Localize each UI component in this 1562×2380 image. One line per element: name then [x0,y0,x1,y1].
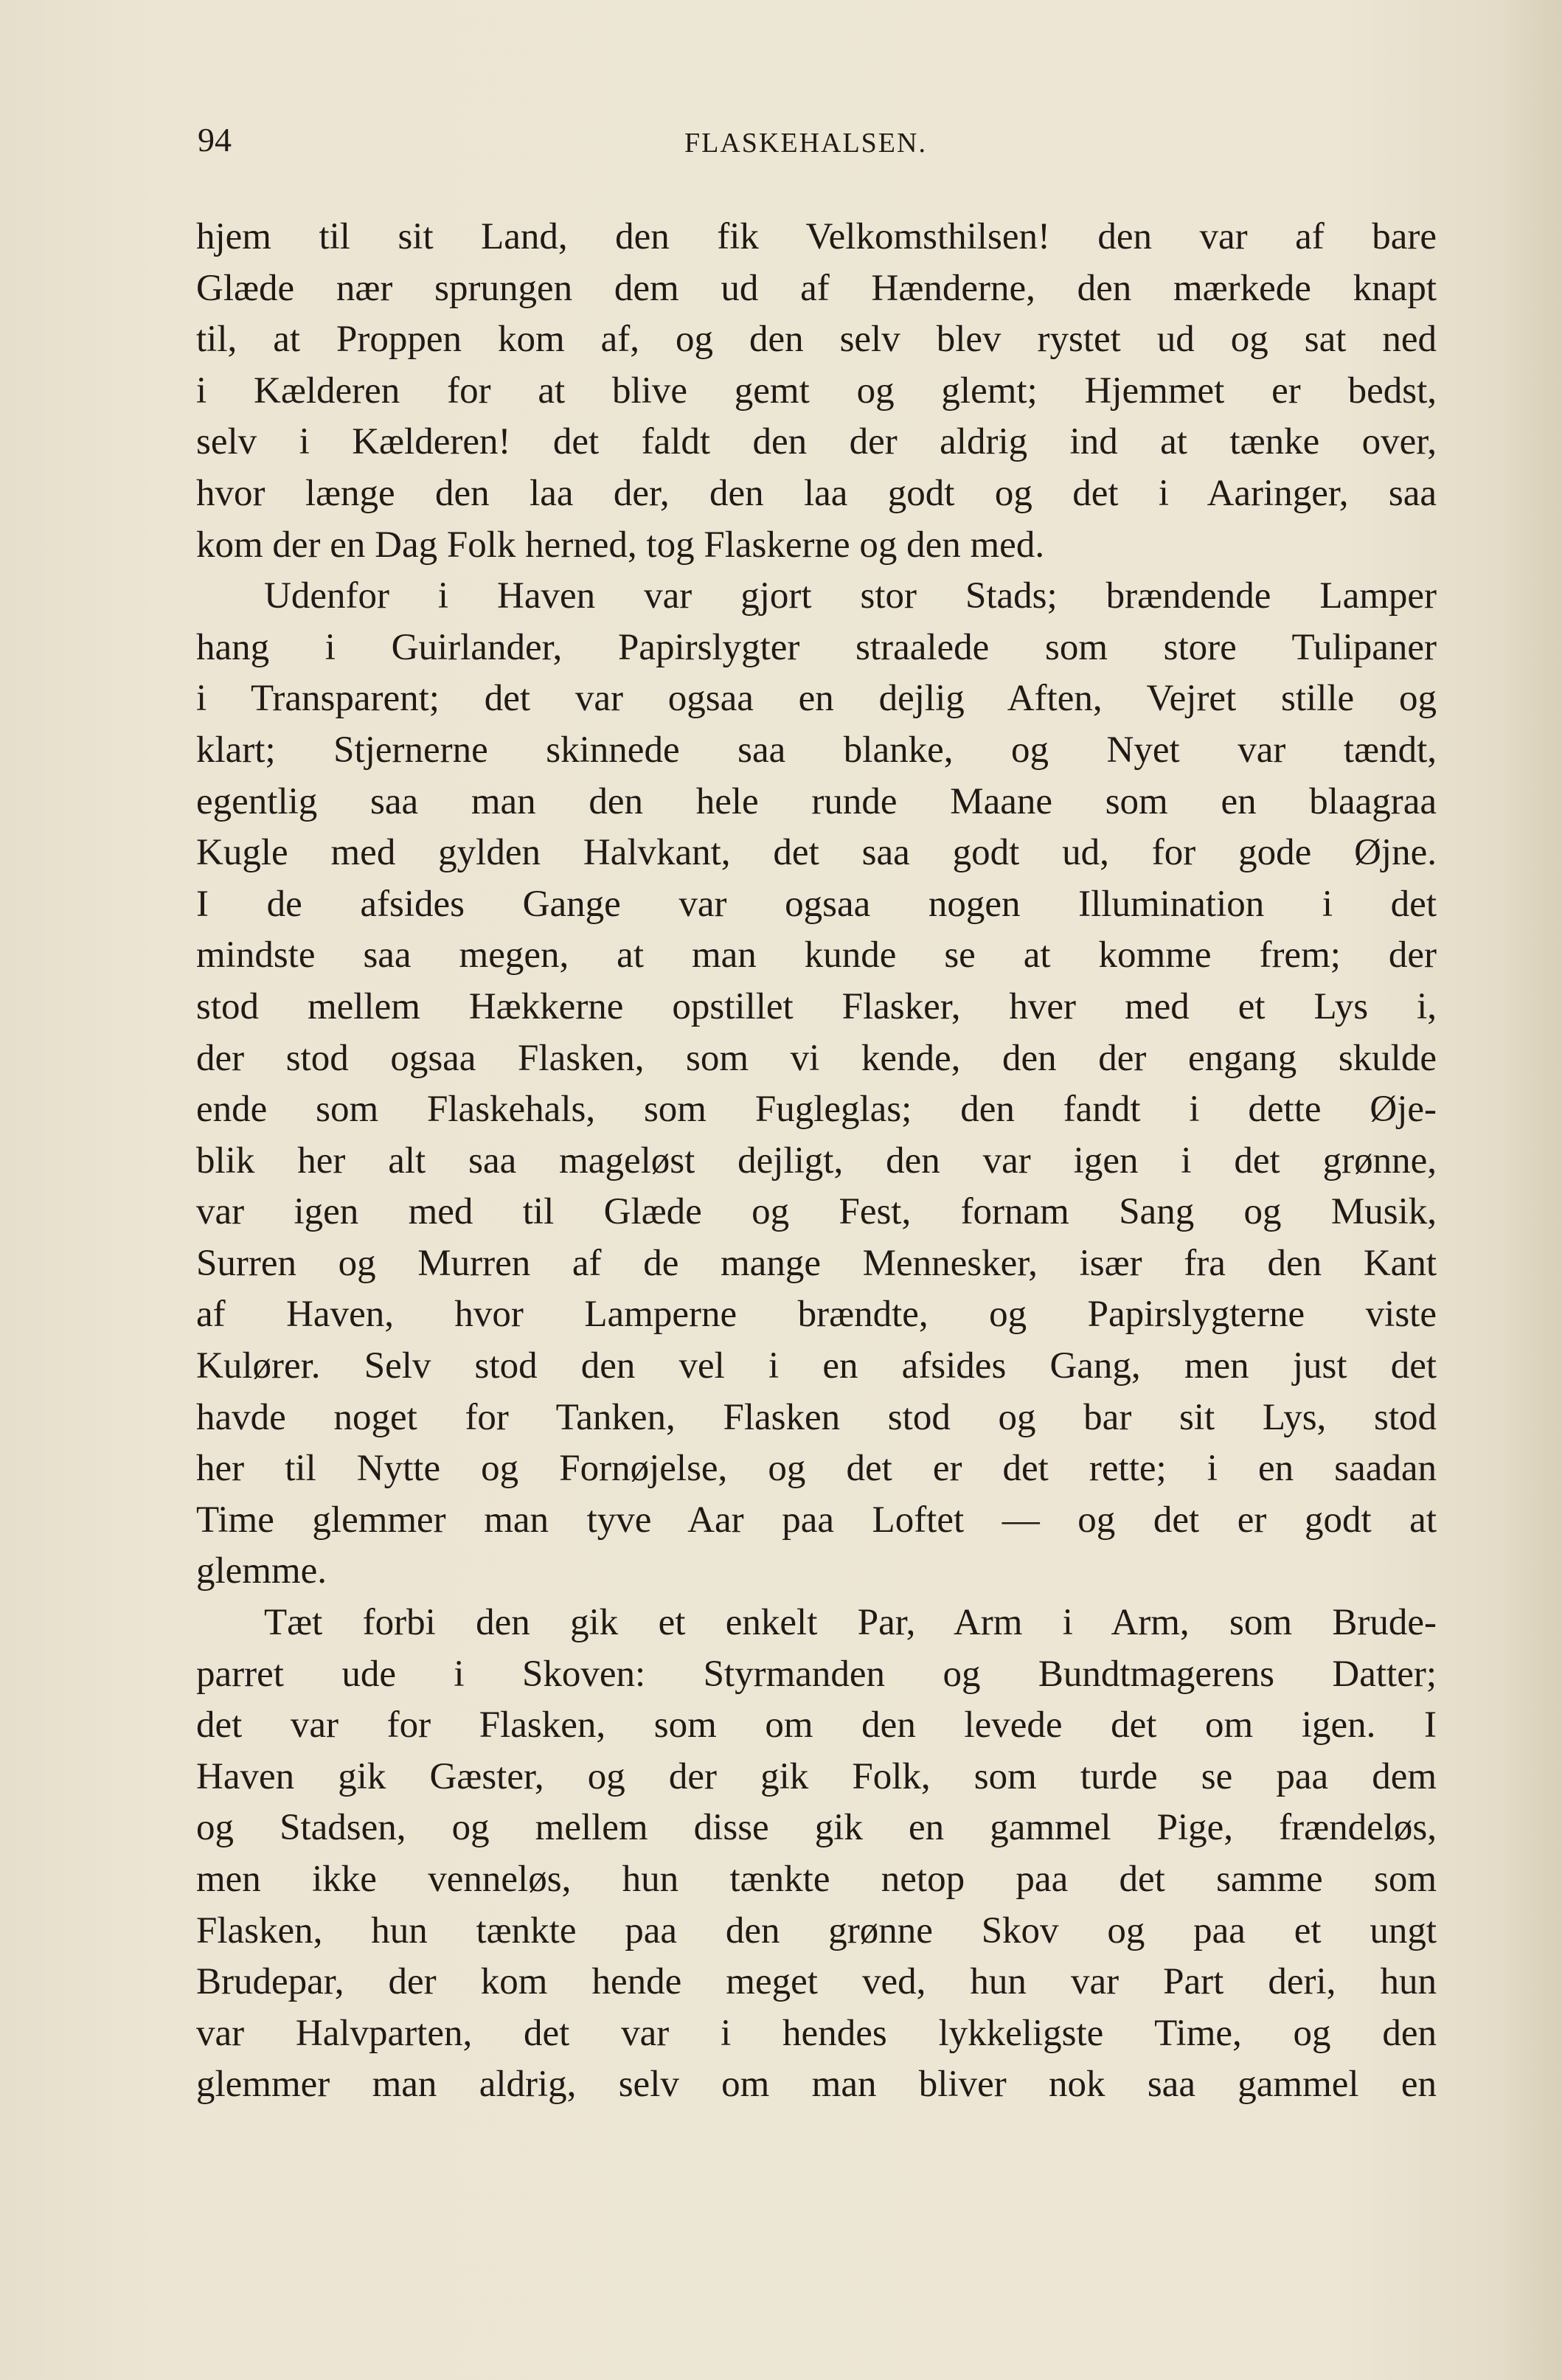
text-line: til, at Proppen kom af, og den selv blev rystet ud og sat ned [196,319,1437,361]
text-line: hjem til sit Land, den fik Velkomsthilsen! den var af bare [196,216,1437,257]
text-line: var Halvparten, det var i hendes lykkeligste Time, og den [196,2012,1437,2054]
text-line: selv i Kælderen! det faldt den der aldrig ind at tænke over, [196,421,1437,463]
text-line: Surren og Murren af de mange Mennesker, især fra den Kant [196,1242,1437,1284]
text-line: hvor længe den laa der, den laa godt og det i Aaringer, saa [196,472,1437,514]
running-title: FLASKEHALSEN. [684,128,927,159]
text-line: var igen med til Glæde og Fest, fornam Sang og Musik, [196,1191,1437,1233]
page-number: 94 [198,121,232,159]
text-line: Flasken, hun tænkte paa den grønne Skov og paa et ungt [196,1909,1437,1951]
text-line: klart; Stjernerne skinnede saa blanke, og Nyet var tændt, [196,729,1437,771]
text-line: Kulører. Selv stod den vel i en afsides Gang, men just det [196,1345,1437,1387]
text-line: Haven gik Gæster, og der gik Folk, som turde se paa dem [196,1755,1437,1797]
text-line: i Transparent; det var ogsaa en dejlig Aften, Vejret stille og [196,678,1437,720]
text-line: Glæde nær sprungen dem ud af Hænderne, den mærkede knapt [196,267,1437,309]
text-line: Udenfor i Haven var gjort stor Stads; brændende Lamper [264,575,1437,617]
text-line: blik her alt saa mageløst dejligt, den var igen i det grønne, [196,1139,1437,1182]
text-line: der stod ogsaa Flasken, som vi kende, den der engang skulde [196,1037,1437,1079]
text-line: her til Nytte og Fornøjelse, og det er det rette; i en saadan [196,1448,1437,1490]
text-line: men ikke venneløs, hun tænkte netop paa det samme som [196,1859,1437,1900]
text-line: i Kælderen for at blive gemt og glemt; Hjemmet er bedst, [196,370,1437,412]
text-line: mindste saa megen, at man kunde se at komme frem; der [196,934,1437,976]
text-line: I de afsides Gange var ogsaa nogen Illumination i det [196,883,1437,925]
body-text [196,212,1437,2111]
text-line: og Stadsen, og mellem disse gik en gammel Pige, frændeløs, [196,1807,1437,1849]
text-line: kom der en Dag Folk herned, tog Flaskerne og den med. [196,524,1045,566]
text-line: glemme. [196,1550,327,1592]
text-line: hang i Guirlander, Papirslygter straalede som store Tulipaner [196,626,1437,668]
text-line: Tæt forbi den gik et enkelt Par, Arm i Arm, som Brude- [264,1602,1437,1644]
text-line: glemmer man aldrig, selv om man bliver nok saa gammel en [196,2064,1437,2106]
text-line: af Haven, hvor Lamperne brændte, og Papirslygterne viste [196,1294,1437,1336]
text-line: det var for Flasken, som om den levede det om igen. I [196,1704,1437,1746]
text-line: egentlig saa man den hele runde Maane som en blaagraa [196,780,1437,822]
text-line: ende som Flaskehals, som Fugleglas; den fandt i dette Øje- [196,1089,1437,1131]
text-line: Brudepar, der kom hende meget ved, hun var Part deri, hun [196,1961,1437,2003]
page-header [198,118,1437,162]
text-line: stod mellem Hækkerne opstillet Flasker, hver med et Lys i, [196,985,1437,1027]
text-line: Kugle med gylden Halvkant, det saa godt ud, for gode Øjne. [196,832,1437,874]
text-line: Time glemmer man tyve Aar paa Loftet — og det er godt at [196,1499,1437,1541]
text-line: parret ude i Skoven: Styrmanden og Bundtmagerens Datter; [196,1653,1437,1695]
text-line: havde noget for Tanken, Flasken stod og bar sit Lys, stod [196,1396,1437,1438]
